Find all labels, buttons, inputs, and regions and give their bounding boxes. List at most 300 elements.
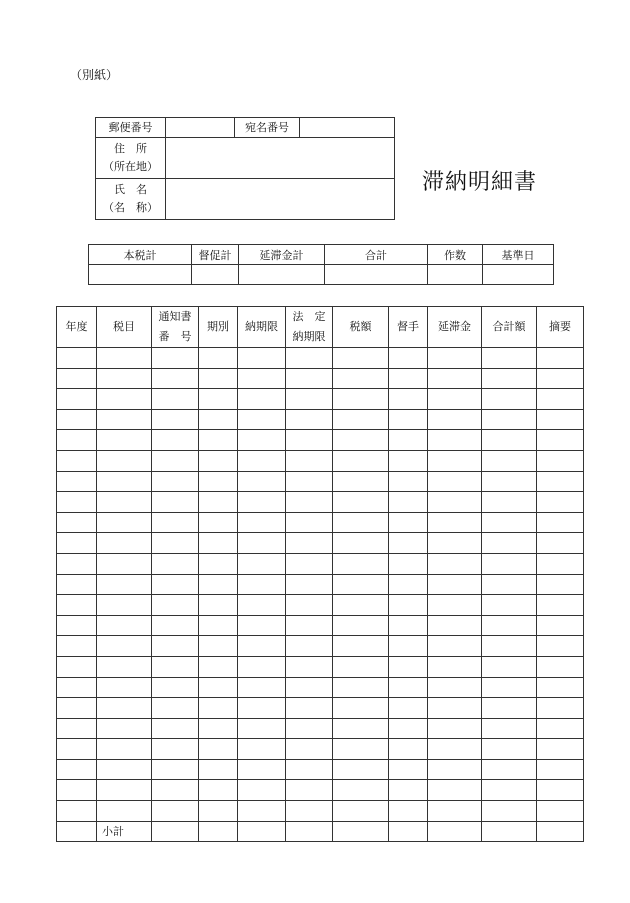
table-cell[interactable]: [152, 656, 199, 677]
address-field[interactable]: [166, 138, 395, 179]
table-cell[interactable]: [537, 677, 584, 698]
summary-value-cell[interactable]: [192, 265, 239, 285]
subtotal-cell[interactable]: [238, 821, 286, 842]
table-cell[interactable]: [482, 574, 537, 595]
table-cell[interactable]: [389, 698, 428, 719]
table-cell[interactable]: [152, 677, 199, 698]
table-cell[interactable]: [428, 574, 482, 595]
table-cell[interactable]: [238, 595, 286, 616]
table-cell[interactable]: [537, 389, 584, 410]
table-cell[interactable]: [482, 718, 537, 739]
table-cell[interactable]: [97, 553, 152, 574]
table-cell[interactable]: [152, 636, 199, 657]
table-cell[interactable]: [537, 533, 584, 554]
table-cell[interactable]: [97, 409, 152, 430]
table-cell[interactable]: [286, 698, 333, 719]
table-cell[interactable]: [152, 368, 199, 389]
table-cell[interactable]: [286, 492, 333, 513]
table-cell[interactable]: [333, 718, 389, 739]
table-cell[interactable]: [97, 595, 152, 616]
table-cell[interactable]: [537, 430, 584, 451]
table-cell[interactable]: [428, 636, 482, 657]
table-cell[interactable]: [428, 533, 482, 554]
table-cell[interactable]: [428, 409, 482, 430]
table-cell[interactable]: [199, 450, 238, 471]
table-cell[interactable]: [199, 492, 238, 513]
table-cell[interactable]: [389, 780, 428, 801]
table-cell[interactable]: [152, 759, 199, 780]
table-cell[interactable]: [389, 430, 428, 451]
summary-header-cell: 本税計: [89, 245, 192, 265]
subtotal-cell[interactable]: [199, 821, 238, 842]
table-cell[interactable]: [482, 450, 537, 471]
table-cell[interactable]: [152, 471, 199, 492]
table-cell[interactable]: [389, 368, 428, 389]
table-cell[interactable]: [389, 801, 428, 822]
detail-header-cell: [199, 307, 238, 348]
table-cell[interactable]: [389, 471, 428, 492]
table-cell[interactable]: [199, 615, 238, 636]
table-cell[interactable]: [333, 492, 389, 513]
table-cell[interactable]: [152, 450, 199, 471]
table-cell[interactable]: [286, 409, 333, 430]
table-cell[interactable]: [57, 739, 97, 760]
table-cell[interactable]: [57, 615, 97, 636]
table-cell[interactable]: [428, 801, 482, 822]
table-cell[interactable]: [97, 780, 152, 801]
detail-header-cell: [537, 307, 584, 348]
table-cell[interactable]: [57, 677, 97, 698]
table-cell[interactable]: [57, 718, 97, 739]
table-cell[interactable]: [286, 533, 333, 554]
table-cell[interactable]: [482, 533, 537, 554]
table-cell[interactable]: [389, 348, 428, 369]
detail-header-text: 延滞金: [438, 320, 471, 333]
table-cell[interactable]: [238, 718, 286, 739]
table-cell[interactable]: [428, 718, 482, 739]
table-cell[interactable]: [286, 801, 333, 822]
table-cell[interactable]: [537, 698, 584, 719]
table-cell[interactable]: [286, 348, 333, 369]
table-cell[interactable]: [537, 636, 584, 657]
subtotal-cell[interactable]: [286, 821, 333, 842]
table-cell[interactable]: [389, 595, 428, 616]
table-cell[interactable]: [428, 698, 482, 719]
table-cell[interactable]: [97, 533, 152, 554]
table-cell[interactable]: [428, 450, 482, 471]
table-cell[interactable]: [286, 656, 333, 677]
table-cell[interactable]: [97, 368, 152, 389]
table-cell[interactable]: [199, 759, 238, 780]
table-cell[interactable]: [97, 389, 152, 410]
table-row: [57, 409, 584, 430]
table-cell[interactable]: [482, 780, 537, 801]
table-cell[interactable]: [238, 780, 286, 801]
table-cell[interactable]: [482, 595, 537, 616]
table-cell[interactable]: [199, 636, 238, 657]
table-cell[interactable]: [57, 759, 97, 780]
table-cell[interactable]: [333, 677, 389, 698]
name-label-line2: （名 称）: [103, 201, 158, 214]
table-cell[interactable]: [199, 595, 238, 616]
addressee-number-field[interactable]: [300, 118, 395, 138]
table-cell[interactable]: [199, 698, 238, 719]
table-cell[interactable]: [57, 595, 97, 616]
table-cell[interactable]: [199, 574, 238, 595]
table-cell[interactable]: [537, 801, 584, 822]
table-cell[interactable]: [286, 739, 333, 760]
table-cell[interactable]: [537, 512, 584, 533]
table-cell[interactable]: [286, 780, 333, 801]
table-cell[interactable]: [333, 574, 389, 595]
name-field[interactable]: [166, 179, 395, 220]
summary-value-cell[interactable]: [428, 265, 483, 285]
table-cell[interactable]: [286, 471, 333, 492]
table-cell[interactable]: [57, 533, 97, 554]
table-cell[interactable]: [97, 430, 152, 451]
table-cell[interactable]: [286, 450, 333, 471]
table-cell[interactable]: [333, 615, 389, 636]
detail-header-text: 通知書: [158, 310, 192, 323]
table-cell[interactable]: [238, 739, 286, 760]
table-cell[interactable]: [482, 430, 537, 451]
table-cell[interactable]: [389, 759, 428, 780]
table-cell[interactable]: [428, 553, 482, 574]
table-cell[interactable]: [537, 409, 584, 430]
table-cell[interactable]: [199, 718, 238, 739]
table-cell[interactable]: [428, 430, 482, 451]
table-cell[interactable]: [57, 698, 97, 719]
table-cell[interactable]: [97, 656, 152, 677]
table-cell[interactable]: [152, 533, 199, 554]
table-row: [57, 656, 584, 677]
summary-value-cell[interactable]: [239, 265, 325, 285]
table-cell[interactable]: [482, 636, 537, 657]
table-cell[interactable]: [286, 389, 333, 410]
table-cell[interactable]: [57, 656, 97, 677]
table-cell[interactable]: [428, 368, 482, 389]
table-cell[interactable]: [389, 512, 428, 533]
table-cell[interactable]: [199, 677, 238, 698]
table-cell[interactable]: [152, 718, 199, 739]
table-cell[interactable]: [333, 698, 389, 719]
table-cell[interactable]: [333, 553, 389, 574]
table-cell[interactable]: [199, 512, 238, 533]
table-cell[interactable]: [389, 389, 428, 410]
table-cell[interactable]: [333, 801, 389, 822]
table-row: [57, 471, 584, 492]
table-cell[interactable]: [238, 409, 286, 430]
table-cell[interactable]: [57, 471, 97, 492]
table-cell[interactable]: [238, 574, 286, 595]
table-cell[interactable]: [537, 348, 584, 369]
table-row: [57, 759, 584, 780]
table-cell[interactable]: [286, 636, 333, 657]
table-cell[interactable]: [389, 677, 428, 698]
table-row: [57, 780, 584, 801]
table-cell[interactable]: [333, 471, 389, 492]
table-cell[interactable]: [97, 348, 152, 369]
table-cell[interactable]: [537, 492, 584, 513]
table-cell[interactable]: [286, 430, 333, 451]
table-cell[interactable]: [333, 759, 389, 780]
table-cell[interactable]: [482, 656, 537, 677]
table-cell[interactable]: [537, 574, 584, 595]
table-cell[interactable]: [57, 450, 97, 471]
table-cell[interactable]: [428, 615, 482, 636]
table-cell[interactable]: [389, 718, 428, 739]
table-cell[interactable]: [199, 533, 238, 554]
table-cell[interactable]: [333, 656, 389, 677]
table-cell[interactable]: [428, 492, 482, 513]
table-cell[interactable]: [152, 348, 199, 369]
table-cell[interactable]: [57, 780, 97, 801]
table-cell[interactable]: [152, 492, 199, 513]
table-cell[interactable]: [238, 656, 286, 677]
table-cell[interactable]: [97, 677, 152, 698]
table-cell[interactable]: [57, 368, 97, 389]
table-cell[interactable]: [482, 759, 537, 780]
table-cell[interactable]: [428, 656, 482, 677]
table-cell[interactable]: [286, 553, 333, 574]
table-cell[interactable]: [97, 512, 152, 533]
subtotal-cell[interactable]: [152, 821, 199, 842]
subtotal-cell[interactable]: [389, 821, 428, 842]
table-cell[interactable]: [152, 780, 199, 801]
table-row: [57, 698, 584, 719]
table-cell[interactable]: [57, 636, 97, 657]
table-cell[interactable]: [199, 471, 238, 492]
table-cell[interactable]: [482, 409, 537, 430]
table-cell[interactable]: [199, 739, 238, 760]
table-cell[interactable]: [537, 759, 584, 780]
table-cell[interactable]: [57, 512, 97, 533]
table-cell[interactable]: [537, 553, 584, 574]
table-cell[interactable]: [57, 553, 97, 574]
subtotal-cell[interactable]: [537, 821, 584, 842]
table-cell[interactable]: [238, 512, 286, 533]
table-cell[interactable]: [152, 430, 199, 451]
table-cell[interactable]: [482, 389, 537, 410]
table-cell[interactable]: [199, 430, 238, 451]
table-row: [57, 574, 584, 595]
table-cell[interactable]: [389, 615, 428, 636]
table-cell[interactable]: [152, 698, 199, 719]
table-cell[interactable]: [537, 780, 584, 801]
table-cell[interactable]: [57, 389, 97, 410]
table-cell[interactable]: [537, 656, 584, 677]
table-cell[interactable]: [428, 471, 482, 492]
table-row: [57, 533, 584, 554]
table-cell[interactable]: [389, 574, 428, 595]
table-cell[interactable]: [482, 698, 537, 719]
table-cell[interactable]: [286, 368, 333, 389]
table-cell[interactable]: [199, 389, 238, 410]
table-cell[interactable]: [97, 574, 152, 595]
table-cell[interactable]: [389, 636, 428, 657]
table-cell[interactable]: [286, 759, 333, 780]
table-cell[interactable]: [428, 759, 482, 780]
address-label-line2: （所在地）: [103, 160, 158, 173]
table-cell[interactable]: [152, 801, 199, 822]
table-cell[interactable]: [97, 450, 152, 471]
table-cell[interactable]: [482, 492, 537, 513]
table-cell[interactable]: [199, 348, 238, 369]
table-cell[interactable]: [57, 409, 97, 430]
table-cell[interactable]: [537, 615, 584, 636]
table-cell[interactable]: [537, 739, 584, 760]
table-cell[interactable]: [333, 595, 389, 616]
table-cell[interactable]: [57, 348, 97, 369]
table-row: [57, 595, 584, 616]
table-cell[interactable]: [333, 739, 389, 760]
subtotal-cell[interactable]: [482, 821, 537, 842]
table-cell[interactable]: [199, 780, 238, 801]
table-cell[interactable]: [57, 492, 97, 513]
table-cell[interactable]: [97, 636, 152, 657]
table-cell[interactable]: [482, 471, 537, 492]
table-cell[interactable]: [57, 574, 97, 595]
table-cell[interactable]: [238, 801, 286, 822]
table-cell[interactable]: [333, 450, 389, 471]
table-cell[interactable]: [286, 718, 333, 739]
table-cell[interactable]: [199, 801, 238, 822]
table-cell[interactable]: [97, 801, 152, 822]
summary-value-cell[interactable]: [89, 265, 192, 285]
postal-code-label: 郵便番号: [96, 118, 166, 138]
table-cell[interactable]: [333, 430, 389, 451]
table-cell[interactable]: [389, 656, 428, 677]
table-cell[interactable]: [537, 595, 584, 616]
table-cell[interactable]: [97, 492, 152, 513]
table-cell[interactable]: [333, 409, 389, 430]
table-cell[interactable]: [152, 739, 199, 760]
table-cell[interactable]: [482, 512, 537, 533]
table-cell[interactable]: [333, 512, 389, 533]
table-cell[interactable]: [537, 718, 584, 739]
summary-value-cell[interactable]: [483, 265, 554, 285]
table-cell[interactable]: [152, 512, 199, 533]
table-cell[interactable]: [152, 553, 199, 574]
detail-header-text: 納期限: [245, 320, 278, 333]
table-cell[interactable]: [537, 368, 584, 389]
table-cell[interactable]: [97, 615, 152, 636]
table-cell[interactable]: [199, 553, 238, 574]
table-cell[interactable]: [482, 615, 537, 636]
table-cell[interactable]: [428, 348, 482, 369]
table-cell[interactable]: [286, 512, 333, 533]
table-cell[interactable]: [482, 677, 537, 698]
table-cell[interactable]: [199, 409, 238, 430]
detail-header-text: 税目: [113, 320, 135, 333]
table-cell[interactable]: [389, 739, 428, 760]
table-cell[interactable]: [428, 595, 482, 616]
table-cell[interactable]: [238, 471, 286, 492]
table-cell[interactable]: [152, 615, 199, 636]
summary-value-cell[interactable]: [325, 265, 428, 285]
table-cell[interactable]: [238, 389, 286, 410]
table-cell[interactable]: [482, 348, 537, 369]
table-cell[interactable]: [286, 615, 333, 636]
table-cell[interactable]: [389, 450, 428, 471]
subtotal-cell[interactable]: [57, 821, 97, 842]
table-cell[interactable]: [238, 698, 286, 719]
table-cell[interactable]: [428, 739, 482, 760]
postal-code-field[interactable]: [166, 118, 235, 138]
table-row: [57, 368, 584, 389]
table-cell[interactable]: [537, 471, 584, 492]
table-cell[interactable]: [57, 430, 97, 451]
table-cell[interactable]: [97, 698, 152, 719]
subtotal-cell[interactable]: [333, 821, 389, 842]
table-cell[interactable]: [428, 389, 482, 410]
table-cell[interactable]: [238, 348, 286, 369]
table-cell[interactable]: [428, 512, 482, 533]
table-cell[interactable]: [482, 553, 537, 574]
table-cell[interactable]: [333, 389, 389, 410]
table-cell[interactable]: [389, 553, 428, 574]
table-cell[interactable]: [333, 780, 389, 801]
detail-header-cell: [286, 307, 333, 348]
table-cell[interactable]: [482, 739, 537, 760]
table-cell[interactable]: [97, 471, 152, 492]
table-cell[interactable]: [286, 574, 333, 595]
table-cell[interactable]: [238, 636, 286, 657]
table-cell[interactable]: [286, 677, 333, 698]
detail-header-cell: [238, 307, 286, 348]
table-cell[interactable]: [238, 759, 286, 780]
table-cell[interactable]: [199, 656, 238, 677]
table-cell[interactable]: [428, 677, 482, 698]
table-cell[interactable]: [199, 368, 238, 389]
table-cell[interactable]: [286, 595, 333, 616]
table-cell[interactable]: [238, 368, 286, 389]
table-cell[interactable]: [537, 450, 584, 471]
table-cell[interactable]: [238, 450, 286, 471]
table-cell[interactable]: [389, 492, 428, 513]
table-cell[interactable]: [238, 492, 286, 513]
table-cell[interactable]: [333, 533, 389, 554]
table-cell[interactable]: [333, 368, 389, 389]
table-cell[interactable]: [238, 553, 286, 574]
detail-header-row: [57, 307, 584, 348]
table-cell[interactable]: [152, 389, 199, 410]
table-cell[interactable]: [389, 409, 428, 430]
table-cell[interactable]: [97, 739, 152, 760]
table-cell[interactable]: [152, 409, 199, 430]
table-cell[interactable]: [333, 636, 389, 657]
table-cell[interactable]: [57, 801, 97, 822]
table-cell[interactable]: [482, 801, 537, 822]
subtotal-cell[interactable]: [428, 821, 482, 842]
table-cell[interactable]: [152, 574, 199, 595]
address-label: [96, 138, 166, 179]
table-cell[interactable]: [238, 677, 286, 698]
table-cell[interactable]: [428, 780, 482, 801]
table-row: [57, 512, 584, 533]
table-cell[interactable]: [482, 368, 537, 389]
table-cell[interactable]: [97, 759, 152, 780]
table-cell[interactable]: [238, 533, 286, 554]
table-cell[interactable]: [238, 615, 286, 636]
table-cell[interactable]: [238, 430, 286, 451]
table-cell[interactable]: [389, 533, 428, 554]
table-row: [57, 430, 584, 451]
table-cell[interactable]: [97, 718, 152, 739]
detail-header-cell: [428, 307, 482, 348]
table-cell[interactable]: [152, 595, 199, 616]
table-cell[interactable]: [333, 348, 389, 369]
